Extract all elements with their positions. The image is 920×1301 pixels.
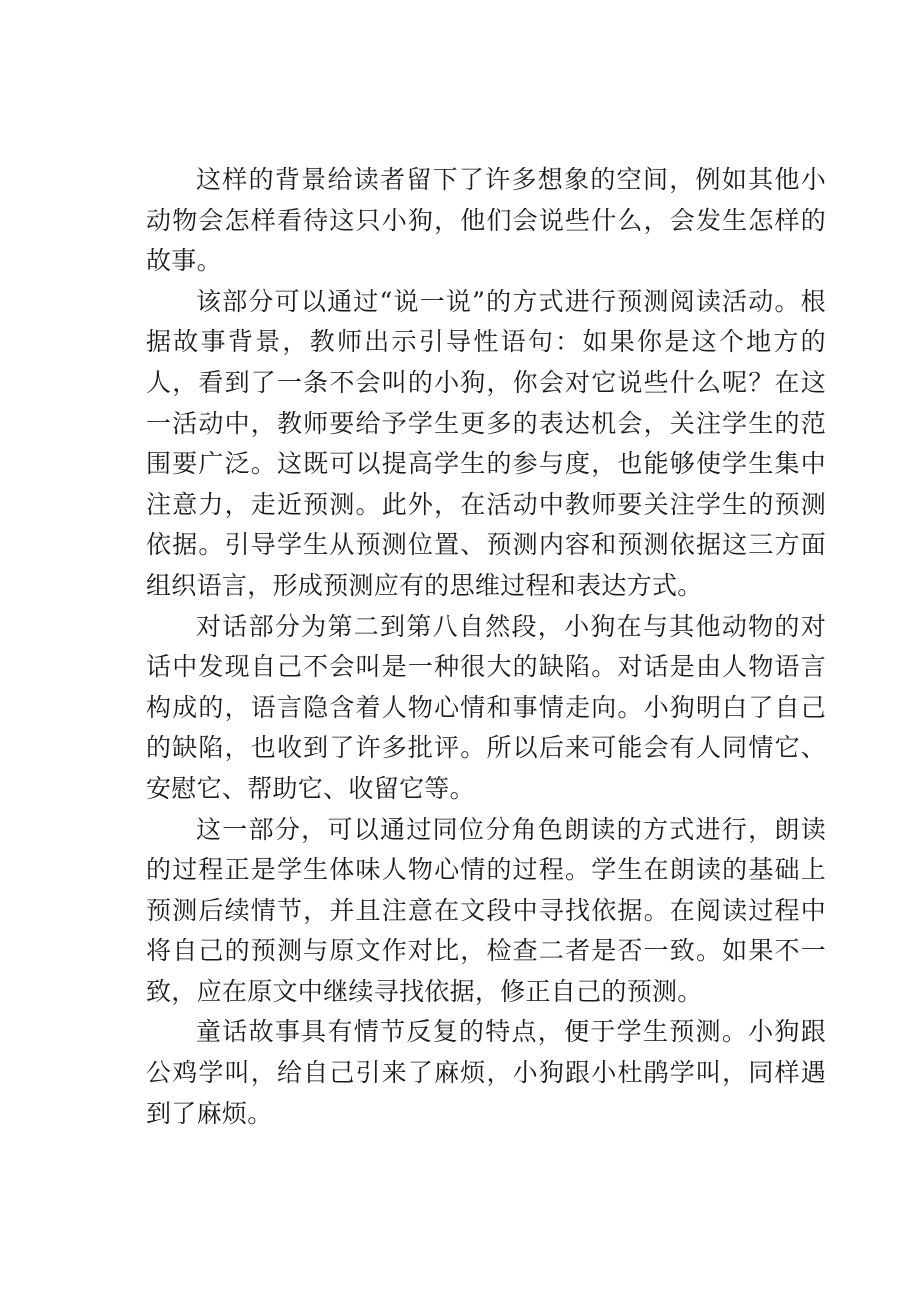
paragraph-4: 这一部分，可以通过同位分角色朗读的方式进行，朗读的过程正是学生体味人物心情的过程。学生在朗读的基础上预测后续情节，并且注意在文段中寻找依据。在阅读过程中将自己的预测与原文作对比，检查二者是否一致。如果不一致，应在原文中继续寻找依据，修正自己的预测。 bbox=[146, 814, 826, 1006]
document-body bbox=[146, 160, 826, 1134]
paragraph-1: 这样的背景给读者留下了许多想象的空间，例如其他小动物会怎样看待这只小狗，他们会说些什么，会发生怎样的故事。 bbox=[146, 165, 826, 276]
paragraph-2: 该部分可以通过“说一说”的方式进行预测阅读活动。根据故事背景，教师出示引导性语句：如果你是这个地方的人，看到了一条不会叫的小狗，你会对它说些什么呢？在这一活动中，教师要给予学生更多的表达机会，关注学生的范围要广泛。这既可以提高学生的参与度，也能够使学生集中注意力，走近预测。此外，在活动中教师要关注学生的预测依据。引导学生从预测位置、预测内容和预测依据这三方面组织语言，形成预测应有的思维过程和表达方式。 bbox=[146, 286, 826, 600]
paragraph-3: 对话部分为第二到第八自然段，小狗在与其他动物的对话中发现自己不会叫是一种很大的缺陷。对话是由人物语言构成的，语言隐含着人物心情和事情走向。小狗明白了自己的缺陷，也收到了许多批评。所以后来可能会有人同情它、安慰它、帮助它、收留它等。 bbox=[146, 611, 826, 803]
paragraph-5: 童话故事具有情节反复的特点，便于学生预测。小狗跟公鸡学叫，给自己引来了麻烦，小狗跟小杜鹃学叫，同样遇到了麻烦。 bbox=[146, 1017, 826, 1128]
